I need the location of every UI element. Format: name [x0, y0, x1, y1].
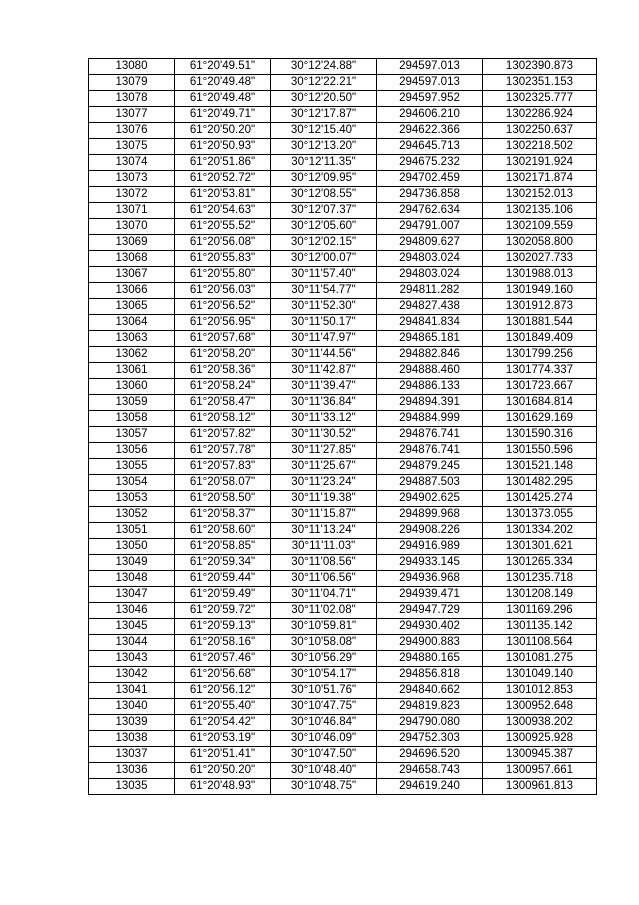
y-coordinate-cell: 1301373.055	[483, 507, 597, 523]
table-row	[89, 75, 597, 91]
x-coordinate-cell: 294736.858	[377, 187, 483, 203]
latitude-cell: 61°20'52.72"	[175, 171, 271, 187]
longitude-cell: 30°11'19.38"	[271, 491, 377, 507]
longitude-cell: 30°12'24.88"	[271, 59, 377, 75]
x-coordinate-cell: 294841.834	[377, 315, 483, 331]
y-coordinate-cell: 1301301.621	[483, 539, 597, 555]
point-number-cell: 13044	[89, 635, 175, 651]
table-row	[89, 443, 597, 459]
point-number-cell: 13079	[89, 75, 175, 91]
x-coordinate-cell: 294811.282	[377, 283, 483, 299]
x-coordinate-cell: 294884.999	[377, 411, 483, 427]
y-coordinate-cell: 1301265.334	[483, 555, 597, 571]
table-row	[89, 283, 597, 299]
table-row	[89, 235, 597, 251]
point-number-cell: 13076	[89, 123, 175, 139]
y-coordinate-cell: 1301108.564	[483, 635, 597, 651]
x-coordinate-cell: 294876.741	[377, 443, 483, 459]
longitude-cell: 30°10'59.81"	[271, 619, 377, 635]
y-coordinate-cell: 1301881.544	[483, 315, 597, 331]
longitude-cell: 30°11'33.12"	[271, 411, 377, 427]
longitude-cell: 30°11'06.56"	[271, 571, 377, 587]
latitude-cell: 61°20'49.71"	[175, 107, 271, 123]
latitude-cell: 61°20'55.83"	[175, 251, 271, 267]
y-coordinate-cell: 1301169.296	[483, 603, 597, 619]
longitude-cell: 30°11'47.97"	[271, 331, 377, 347]
x-coordinate-cell: 294876.741	[377, 427, 483, 443]
point-number-cell: 13056	[89, 443, 175, 459]
longitude-cell: 30°12'15.40"	[271, 123, 377, 139]
point-number-cell: 13062	[89, 347, 175, 363]
y-coordinate-cell: 1301521.148	[483, 459, 597, 475]
y-coordinate-cell: 1302250.637	[483, 123, 597, 139]
longitude-cell: 30°10'46.09"	[271, 731, 377, 747]
longitude-cell: 30°11'36.84"	[271, 395, 377, 411]
latitude-cell: 61°20'50.20"	[175, 123, 271, 139]
point-number-cell: 13038	[89, 731, 175, 747]
point-number-cell: 13040	[89, 699, 175, 715]
latitude-cell: 61°20'58.24"	[175, 379, 271, 395]
y-coordinate-cell: 1302191.924	[483, 155, 597, 171]
longitude-cell: 30°11'42.87"	[271, 363, 377, 379]
longitude-cell: 30°11'13.24"	[271, 523, 377, 539]
point-number-cell: 13052	[89, 507, 175, 523]
y-coordinate-cell: 1301849.409	[483, 331, 597, 347]
longitude-cell: 30°12'13.20"	[271, 139, 377, 155]
y-coordinate-cell: 1301049.140	[483, 667, 597, 683]
point-number-cell: 13072	[89, 187, 175, 203]
point-number-cell: 13046	[89, 603, 175, 619]
latitude-cell: 61°20'51.86"	[175, 155, 271, 171]
y-coordinate-cell: 1301081.275	[483, 651, 597, 667]
longitude-cell: 30°12'05.60"	[271, 219, 377, 235]
table-row	[89, 635, 597, 651]
x-coordinate-cell: 294939.471	[377, 587, 483, 603]
table-row	[89, 763, 597, 779]
x-coordinate-cell: 294790.080	[377, 715, 483, 731]
latitude-cell: 61°20'49.48"	[175, 75, 271, 91]
table-row	[89, 363, 597, 379]
table-row	[89, 699, 597, 715]
x-coordinate-cell: 294645.713	[377, 139, 483, 155]
x-coordinate-cell: 294819.823	[377, 699, 483, 715]
longitude-cell: 30°10'46.84"	[271, 715, 377, 731]
point-number-cell: 13043	[89, 651, 175, 667]
point-number-cell: 13074	[89, 155, 175, 171]
point-number-cell: 13041	[89, 683, 175, 699]
table-row	[89, 571, 597, 587]
longitude-cell: 30°11'04.71"	[271, 587, 377, 603]
table-row	[89, 187, 597, 203]
table-row	[89, 107, 597, 123]
longitude-cell: 30°11'44.56"	[271, 347, 377, 363]
longitude-cell: 30°11'30.52"	[271, 427, 377, 443]
y-coordinate-cell: 1301208.149	[483, 587, 597, 603]
y-coordinate-cell: 1302286.924	[483, 107, 597, 123]
longitude-cell: 30°12'22.21"	[271, 75, 377, 91]
y-coordinate-cell: 1300945.387	[483, 747, 597, 763]
table-row	[89, 315, 597, 331]
point-number-cell: 13035	[89, 779, 175, 795]
x-coordinate-cell: 294902.625	[377, 491, 483, 507]
longitude-cell: 30°12'17.87"	[271, 107, 377, 123]
latitude-cell: 61°20'57.78"	[175, 443, 271, 459]
x-coordinate-cell: 294752.303	[377, 731, 483, 747]
y-coordinate-cell: 1301799.256	[483, 347, 597, 363]
y-coordinate-cell: 1301684.814	[483, 395, 597, 411]
point-number-cell: 13068	[89, 251, 175, 267]
y-coordinate-cell: 1302109.559	[483, 219, 597, 235]
y-coordinate-cell: 1301235.718	[483, 571, 597, 587]
latitude-cell: 61°20'58.85"	[175, 539, 271, 555]
x-coordinate-cell: 294696.520	[377, 747, 483, 763]
longitude-cell: 30°10'48.75"	[271, 779, 377, 795]
latitude-cell: 61°20'50.93"	[175, 139, 271, 155]
longitude-cell: 30°12'20.50"	[271, 91, 377, 107]
point-number-cell: 13067	[89, 267, 175, 283]
point-number-cell: 13036	[89, 763, 175, 779]
table-row	[89, 91, 597, 107]
latitude-cell: 61°20'54.42"	[175, 715, 271, 731]
table-row	[89, 347, 597, 363]
x-coordinate-cell: 294597.013	[377, 75, 483, 91]
x-coordinate-cell: 294882.846	[377, 347, 483, 363]
y-coordinate-cell: 1300961.813	[483, 779, 597, 795]
latitude-cell: 61°20'57.82"	[175, 427, 271, 443]
longitude-cell: 30°12'11.35"	[271, 155, 377, 171]
table-row	[89, 603, 597, 619]
longitude-cell: 30°12'08.55"	[271, 187, 377, 203]
longitude-cell: 30°11'27.85"	[271, 443, 377, 459]
x-coordinate-cell: 294865.181	[377, 331, 483, 347]
latitude-cell: 61°20'58.37"	[175, 507, 271, 523]
table-row	[89, 619, 597, 635]
table-row	[89, 491, 597, 507]
longitude-cell: 30°12'00.07"	[271, 251, 377, 267]
x-coordinate-cell: 294930.402	[377, 619, 483, 635]
point-number-cell: 13061	[89, 363, 175, 379]
latitude-cell: 61°20'53.81"	[175, 187, 271, 203]
y-coordinate-cell: 1301135.142	[483, 619, 597, 635]
x-coordinate-cell: 294947.729	[377, 603, 483, 619]
point-number-cell: 13039	[89, 715, 175, 731]
x-coordinate-cell: 294840.662	[377, 683, 483, 699]
x-coordinate-cell: 294675.232	[377, 155, 483, 171]
y-coordinate-cell: 1300925.928	[483, 731, 597, 747]
latitude-cell: 61°20'58.50"	[175, 491, 271, 507]
table-row	[89, 539, 597, 555]
table-row	[89, 651, 597, 667]
x-coordinate-cell: 294899.968	[377, 507, 483, 523]
x-coordinate-cell: 294809.627	[377, 235, 483, 251]
longitude-cell: 30°12'09.95"	[271, 171, 377, 187]
x-coordinate-cell: 294887.503	[377, 475, 483, 491]
y-coordinate-cell: 1300952.648	[483, 699, 597, 715]
y-coordinate-cell: 1302135.106	[483, 203, 597, 219]
x-coordinate-cell: 294702.459	[377, 171, 483, 187]
point-number-cell: 13059	[89, 395, 175, 411]
point-number-cell: 13075	[89, 139, 175, 155]
y-coordinate-cell: 1301550.596	[483, 443, 597, 459]
x-coordinate-cell: 294886.133	[377, 379, 483, 395]
point-number-cell: 13063	[89, 331, 175, 347]
longitude-cell: 30°10'51.76"	[271, 683, 377, 699]
coordinates-table	[88, 58, 597, 795]
longitude-cell: 30°10'54.17"	[271, 667, 377, 683]
latitude-cell: 61°20'59.72"	[175, 603, 271, 619]
x-coordinate-cell: 294803.024	[377, 251, 483, 267]
y-coordinate-cell: 1302218.502	[483, 139, 597, 155]
latitude-cell: 61°20'59.49"	[175, 587, 271, 603]
latitude-cell: 61°20'55.40"	[175, 699, 271, 715]
latitude-cell: 61°20'48.93"	[175, 779, 271, 795]
latitude-cell: 61°20'54.63"	[175, 203, 271, 219]
latitude-cell: 61°20'53.19"	[175, 731, 271, 747]
longitude-cell: 30°10'56.29"	[271, 651, 377, 667]
point-number-cell: 13047	[89, 587, 175, 603]
latitude-cell: 61°20'49.48"	[175, 91, 271, 107]
point-number-cell: 13058	[89, 411, 175, 427]
x-coordinate-cell: 294597.013	[377, 59, 483, 75]
x-coordinate-cell: 294933.145	[377, 555, 483, 571]
table-row	[89, 555, 597, 571]
x-coordinate-cell: 294606.210	[377, 107, 483, 123]
table-row	[89, 299, 597, 315]
x-coordinate-cell: 294880.165	[377, 651, 483, 667]
table-row	[89, 123, 597, 139]
longitude-cell: 30°10'48.40"	[271, 763, 377, 779]
x-coordinate-cell: 294791.007	[377, 219, 483, 235]
y-coordinate-cell: 1301012.853	[483, 683, 597, 699]
x-coordinate-cell: 294762.634	[377, 203, 483, 219]
x-coordinate-cell: 294856.818	[377, 667, 483, 683]
longitude-cell: 30°11'11.03"	[271, 539, 377, 555]
table-row	[89, 475, 597, 491]
point-number-cell: 13037	[89, 747, 175, 763]
longitude-cell: 30°11'25.67"	[271, 459, 377, 475]
y-coordinate-cell: 1301590.316	[483, 427, 597, 443]
longitude-cell: 30°11'54.77"	[271, 283, 377, 299]
table-row	[89, 267, 597, 283]
point-number-cell: 13048	[89, 571, 175, 587]
latitude-cell: 61°20'56.52"	[175, 299, 271, 315]
table-row	[89, 395, 597, 411]
latitude-cell: 61°20'56.08"	[175, 235, 271, 251]
y-coordinate-cell: 1301988.013	[483, 267, 597, 283]
x-coordinate-cell: 294879.245	[377, 459, 483, 475]
longitude-cell: 30°10'47.75"	[271, 699, 377, 715]
y-coordinate-cell: 1301723.667	[483, 379, 597, 395]
latitude-cell: 61°20'59.13"	[175, 619, 271, 635]
x-coordinate-cell: 294827.438	[377, 299, 483, 315]
point-number-cell: 13069	[89, 235, 175, 251]
longitude-cell: 30°11'15.87"	[271, 507, 377, 523]
latitude-cell: 61°20'58.47"	[175, 395, 271, 411]
latitude-cell: 61°20'58.60"	[175, 523, 271, 539]
table-row	[89, 523, 597, 539]
table-row	[89, 731, 597, 747]
longitude-cell: 30°11'57.40"	[271, 267, 377, 283]
longitude-cell: 30°11'50.17"	[271, 315, 377, 331]
latitude-cell: 61°20'55.52"	[175, 219, 271, 235]
longitude-cell: 30°11'52.30"	[271, 299, 377, 315]
table-row	[89, 203, 597, 219]
table-row	[89, 779, 597, 795]
table-row	[89, 411, 597, 427]
table-row	[89, 171, 597, 187]
latitude-cell: 61°20'57.83"	[175, 459, 271, 475]
point-number-cell: 13042	[89, 667, 175, 683]
longitude-cell: 30°10'58.08"	[271, 635, 377, 651]
latitude-cell: 61°20'49.51"	[175, 59, 271, 75]
point-number-cell: 13050	[89, 539, 175, 555]
y-coordinate-cell: 1302325.777	[483, 91, 597, 107]
point-number-cell: 13055	[89, 459, 175, 475]
y-coordinate-cell: 1301425.274	[483, 491, 597, 507]
table-row	[89, 459, 597, 475]
point-number-cell: 13060	[89, 379, 175, 395]
x-coordinate-cell: 294658.743	[377, 763, 483, 779]
latitude-cell: 61°20'57.46"	[175, 651, 271, 667]
latitude-cell: 61°20'56.68"	[175, 667, 271, 683]
latitude-cell: 61°20'56.95"	[175, 315, 271, 331]
x-coordinate-cell: 294597.952	[377, 91, 483, 107]
table-row	[89, 667, 597, 683]
x-coordinate-cell: 294916.989	[377, 539, 483, 555]
x-coordinate-cell: 294936.968	[377, 571, 483, 587]
point-number-cell: 13054	[89, 475, 175, 491]
longitude-cell: 30°12'07.37"	[271, 203, 377, 219]
y-coordinate-cell: 1302152.013	[483, 187, 597, 203]
latitude-cell: 61°20'57.68"	[175, 331, 271, 347]
table-row	[89, 251, 597, 267]
y-coordinate-cell: 1301949.160	[483, 283, 597, 299]
x-coordinate-cell: 294622.366	[377, 123, 483, 139]
latitude-cell: 61°20'58.20"	[175, 347, 271, 363]
point-number-cell: 13066	[89, 283, 175, 299]
table-row	[89, 139, 597, 155]
point-number-cell: 13057	[89, 427, 175, 443]
point-number-cell: 13073	[89, 171, 175, 187]
point-number-cell: 13045	[89, 619, 175, 635]
x-coordinate-cell: 294619.240	[377, 779, 483, 795]
latitude-cell: 61°20'58.16"	[175, 635, 271, 651]
latitude-cell: 61°20'59.34"	[175, 555, 271, 571]
x-coordinate-cell: 294894.391	[377, 395, 483, 411]
point-number-cell: 13080	[89, 59, 175, 75]
table-row	[89, 427, 597, 443]
table-row	[89, 747, 597, 763]
x-coordinate-cell: 294900.883	[377, 635, 483, 651]
longitude-cell: 30°11'02.08"	[271, 603, 377, 619]
y-coordinate-cell: 1301482.295	[483, 475, 597, 491]
point-number-cell: 13077	[89, 107, 175, 123]
y-coordinate-cell: 1301629.169	[483, 411, 597, 427]
latitude-cell: 61°20'58.07"	[175, 475, 271, 491]
point-number-cell: 13078	[89, 91, 175, 107]
longitude-cell: 30°12'02.15"	[271, 235, 377, 251]
y-coordinate-cell: 1302171.874	[483, 171, 597, 187]
y-coordinate-cell: 1302351.153	[483, 75, 597, 91]
table-row	[89, 715, 597, 731]
longitude-cell: 30°11'39.47"	[271, 379, 377, 395]
table-row	[89, 155, 597, 171]
table-row	[89, 219, 597, 235]
latitude-cell: 61°20'59.44"	[175, 571, 271, 587]
y-coordinate-cell: 1301774.337	[483, 363, 597, 379]
latitude-cell: 61°20'58.36"	[175, 363, 271, 379]
coordinates-table-body	[89, 59, 597, 795]
table-row	[89, 507, 597, 523]
y-coordinate-cell: 1302027.733	[483, 251, 597, 267]
y-coordinate-cell: 1302058.800	[483, 235, 597, 251]
latitude-cell: 61°20'51.41"	[175, 747, 271, 763]
point-number-cell: 13064	[89, 315, 175, 331]
y-coordinate-cell: 1301334.202	[483, 523, 597, 539]
table-row	[89, 379, 597, 395]
latitude-cell: 61°20'58.12"	[175, 411, 271, 427]
y-coordinate-cell: 1300938.202	[483, 715, 597, 731]
point-number-cell: 13071	[89, 203, 175, 219]
latitude-cell: 61°20'55.80"	[175, 267, 271, 283]
longitude-cell: 30°11'08.56"	[271, 555, 377, 571]
y-coordinate-cell: 1302390.873	[483, 59, 597, 75]
latitude-cell: 61°20'56.03"	[175, 283, 271, 299]
point-number-cell: 13070	[89, 219, 175, 235]
table-row	[89, 331, 597, 347]
point-number-cell: 13049	[89, 555, 175, 571]
point-number-cell: 13051	[89, 523, 175, 539]
table-row	[89, 59, 597, 75]
point-number-cell: 13053	[89, 491, 175, 507]
y-coordinate-cell: 1300957.661	[483, 763, 597, 779]
table-row	[89, 683, 597, 699]
latitude-cell: 61°20'50.20"	[175, 763, 271, 779]
longitude-cell: 30°10'47.50"	[271, 747, 377, 763]
y-coordinate-cell: 1301912.873	[483, 299, 597, 315]
table-row	[89, 587, 597, 603]
longitude-cell: 30°11'23.24"	[271, 475, 377, 491]
x-coordinate-cell: 294803.024	[377, 267, 483, 283]
latitude-cell: 61°20'56.12"	[175, 683, 271, 699]
point-number-cell: 13065	[89, 299, 175, 315]
x-coordinate-cell: 294908.226	[377, 523, 483, 539]
x-coordinate-cell: 294888.460	[377, 363, 483, 379]
